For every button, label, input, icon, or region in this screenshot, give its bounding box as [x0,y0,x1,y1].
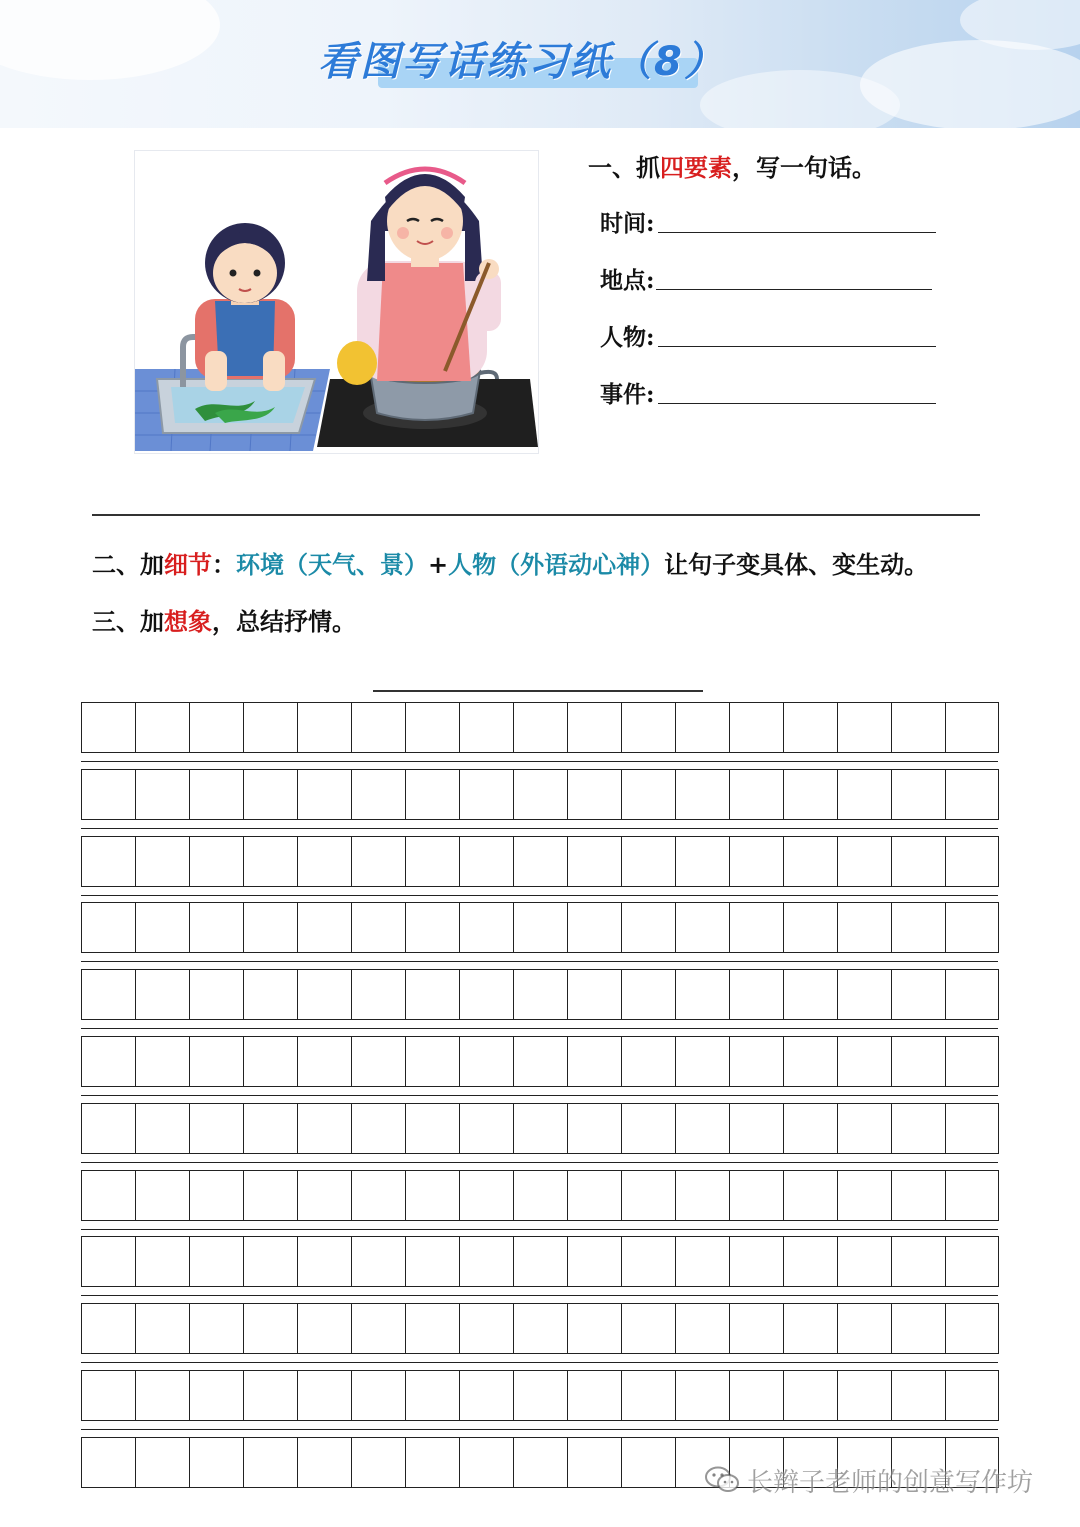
grid-cell[interactable] [945,769,999,820]
grid-cell[interactable] [621,1170,675,1221]
grid-cell[interactable] [567,1236,621,1287]
grid-cell[interactable] [405,1170,459,1221]
grid-cell[interactable] [729,836,783,887]
grid-cell[interactable] [621,1103,675,1154]
grid-cell[interactable] [567,836,621,887]
grid-cell[interactable] [675,1170,729,1221]
grid-cell[interactable] [405,1103,459,1154]
q2-env: 环境（天气、景） [236,550,428,579]
grid-cell[interactable] [459,1437,513,1488]
grid-cell[interactable] [783,836,837,887]
grid-cell[interactable] [729,1303,783,1354]
grid-cell[interactable] [513,1103,567,1154]
title-block [318,30,758,90]
grid-cell[interactable] [783,969,837,1020]
grid-cell[interactable] [81,1036,135,1087]
grid-row [81,769,999,820]
grid-cell[interactable] [891,702,945,753]
grid-cell[interactable] [243,969,297,1020]
grid-cell[interactable] [837,836,891,887]
field-event-label: 事件: [600,381,655,408]
q1-prefix: 一、抓 [588,153,660,182]
grid-cell[interactable] [135,1370,189,1421]
grid-cell[interactable] [621,1437,675,1488]
grid-cell[interactable] [405,1036,459,1087]
illustration-mother-daughter-cooking [134,150,539,454]
question-3 [92,602,356,637]
grid-separator [81,1295,998,1296]
grid-separator [81,828,998,829]
grid-cell[interactable] [405,702,459,753]
grid-cell[interactable] [567,769,621,820]
grid-cell[interactable] [567,1437,621,1488]
grid-separator [81,895,998,896]
cloud [0,0,220,80]
grid-cell[interactable] [405,902,459,953]
grid-cell[interactable] [729,1236,783,1287]
grid-cell[interactable] [513,1303,567,1354]
grid-cell[interactable] [567,1103,621,1154]
grid-separator [81,1362,998,1363]
grid-cell[interactable] [783,1170,837,1221]
grid-separator [81,1429,998,1430]
essay-title-line[interactable] [373,690,703,692]
answer-line[interactable] [92,514,980,516]
grid-cell[interactable] [135,1236,189,1287]
q2-suffix: 让句子变具体、变生动。 [664,550,929,579]
grid-cell[interactable] [459,1103,513,1154]
grid-cell[interactable] [459,1236,513,1287]
grid-cell[interactable] [81,1170,135,1221]
grid-cell[interactable] [189,1303,243,1354]
grid-cell[interactable] [81,1370,135,1421]
grid-cell[interactable] [621,1036,675,1087]
grid-cell[interactable] [945,702,999,753]
grid-cell[interactable] [351,969,405,1020]
grid-cell[interactable] [729,1103,783,1154]
grid-cell[interactable] [297,1437,351,1488]
grid-cell[interactable] [405,769,459,820]
grid-cell[interactable] [81,1303,135,1354]
grid-cell[interactable] [81,702,135,753]
grid-cell[interactable] [891,1103,945,1154]
grid-cell[interactable] [891,969,945,1020]
grid-cell[interactable] [891,769,945,820]
grid-cell[interactable] [459,902,513,953]
grid-cell[interactable] [729,1170,783,1221]
grid-cell[interactable] [945,1236,999,1287]
grid-cell[interactable] [837,1303,891,1354]
grid-cell[interactable] [135,702,189,753]
grid-cell[interactable] [135,1437,189,1488]
grid-cell[interactable] [405,1303,459,1354]
grid-cell[interactable] [675,836,729,887]
grid-cell[interactable] [891,1303,945,1354]
grid-cell[interactable] [783,1236,837,1287]
grid-cell[interactable] [135,1036,189,1087]
grid-separator [81,1095,998,1096]
watermark-text: 长辫子老师的创意写作坊 [747,1468,1034,1498]
grid-cell[interactable] [81,1437,135,1488]
grid-cell[interactable] [513,969,567,1020]
grid-cell[interactable] [81,836,135,887]
grid-cell[interactable] [945,1036,999,1087]
grid-row [81,1303,999,1354]
grid-cell[interactable] [297,902,351,953]
grid-cell[interactable] [189,1103,243,1154]
wechat-icon [705,1466,739,1501]
grid-cell[interactable] [135,1103,189,1154]
grid-cell[interactable] [945,1103,999,1154]
grid-cell[interactable] [567,1303,621,1354]
grid-cell[interactable] [675,1236,729,1287]
grid-cell[interactable] [81,902,135,953]
field-time-line[interactable] [658,232,936,233]
grid-cell[interactable] [297,1036,351,1087]
grid-cell[interactable] [351,1437,405,1488]
grid-cell[interactable] [297,969,351,1020]
grid-cell[interactable] [621,902,675,953]
grid-row [81,702,999,753]
grid-separator [81,1229,998,1230]
grid-cell[interactable] [459,1303,513,1354]
grid-cell[interactable] [351,702,405,753]
q2-prefix: 二、加 [92,550,164,579]
grid-cell[interactable] [567,702,621,753]
grid-cell[interactable] [189,1437,243,1488]
grid-cell[interactable] [945,1170,999,1221]
grid-cell[interactable] [135,902,189,953]
grid-cell[interactable] [189,969,243,1020]
grid-cell[interactable] [729,1370,783,1421]
grid-cell[interactable] [945,1370,999,1421]
grid-cell[interactable] [891,1370,945,1421]
grid-cell[interactable] [243,902,297,953]
grid-row [81,1236,999,1287]
grid-cell[interactable] [837,1103,891,1154]
grid-cell[interactable] [675,1103,729,1154]
grid-cell[interactable] [243,836,297,887]
grid-cell[interactable] [189,1036,243,1087]
grid-cell[interactable] [621,1236,675,1287]
grid-cell[interactable] [783,1303,837,1354]
grid-cell[interactable] [891,902,945,953]
grid-cell[interactable] [783,702,837,753]
grid-cell[interactable] [891,1236,945,1287]
grid-cell[interactable] [351,902,405,953]
q2-person: 人物（外语动心神） [448,550,665,579]
grid-cell[interactable] [513,902,567,953]
grid-cell[interactable] [837,969,891,1020]
q3-suffix: ，总结抒情。 [212,607,356,636]
grid-cell[interactable] [405,1236,459,1287]
field-people-label: 人物: [600,324,655,351]
grid-cell[interactable] [351,1103,405,1154]
grid-row [81,969,999,1020]
grid-cell[interactable] [567,1036,621,1087]
grid-cell[interactable] [243,1170,297,1221]
grid-cell[interactable] [513,1036,567,1087]
grid-cell[interactable] [81,769,135,820]
grid-cell[interactable] [567,902,621,953]
grid-cell[interactable] [675,902,729,953]
grid-cell[interactable] [459,1170,513,1221]
grid-cell[interactable] [243,1103,297,1154]
grid-cell[interactable] [621,702,675,753]
grid-cell[interactable] [891,1170,945,1221]
q2-plus: + [428,550,449,579]
grid-cell[interactable] [297,702,351,753]
grid-cell[interactable] [513,836,567,887]
grid-cell[interactable] [729,1036,783,1087]
grid-cell[interactable] [675,1370,729,1421]
grid-cell[interactable] [135,769,189,820]
grid-cell[interactable] [297,769,351,820]
grid-cell[interactable] [513,1170,567,1221]
grid-cell[interactable] [243,702,297,753]
q3-prefix: 三、加 [92,607,164,636]
grid-cell[interactable] [945,836,999,887]
grid-cell[interactable] [729,769,783,820]
grid-cell[interactable] [513,702,567,753]
grid-cell[interactable] [351,836,405,887]
q1-suffix: ，写一句话。 [732,153,876,182]
grid-cell[interactable] [891,836,945,887]
watermark [705,1462,1033,1501]
grid-cell[interactable] [189,1236,243,1287]
grid-cell[interactable] [459,702,513,753]
grid-cell[interactable] [459,1370,513,1421]
grid-cell[interactable] [837,702,891,753]
grid-cell[interactable] [783,1036,837,1087]
field-event-line[interactable] [658,403,936,404]
grid-row [81,1370,999,1421]
grid-cell[interactable] [783,1370,837,1421]
grid-cell[interactable] [189,836,243,887]
field-place-line[interactable] [656,289,932,290]
q2-colon: ： [212,550,236,579]
grid-row [81,836,999,887]
grid-cell[interactable] [513,1437,567,1488]
grid-cell[interactable] [243,1236,297,1287]
grid-cell[interactable] [189,902,243,953]
grid-cell[interactable] [297,1370,351,1421]
grid-cell[interactable] [189,702,243,753]
grid-cell[interactable] [189,769,243,820]
grid-row [81,1170,999,1221]
grid-cell[interactable] [405,969,459,1020]
grid-cell[interactable] [513,1236,567,1287]
grid-cell[interactable] [351,1303,405,1354]
field-time-label: 时间: [600,210,655,237]
grid-cell[interactable] [81,1103,135,1154]
grid-cell[interactable] [675,969,729,1020]
grid-cell[interactable] [675,769,729,820]
grid-cell[interactable] [351,769,405,820]
header-banner [0,0,1080,128]
grid-cell[interactable] [297,1303,351,1354]
grid-cell[interactable] [135,1170,189,1221]
grid-cell[interactable] [837,1036,891,1087]
grid-cell[interactable] [675,702,729,753]
q1-highlight: 四要素 [660,153,732,182]
grid-cell[interactable] [621,1370,675,1421]
grid-cell[interactable] [621,1303,675,1354]
grid-cell[interactable] [675,1036,729,1087]
field-place-label: 地点: [600,267,655,294]
grid-row [81,1036,999,1087]
grid-cell[interactable] [675,1303,729,1354]
grid-cell[interactable] [513,769,567,820]
grid-cell[interactable] [459,836,513,887]
grid-cell[interactable] [351,1036,405,1087]
page-title: 看图写话练习纸（8） [318,39,726,85]
grid-cell[interactable] [405,836,459,887]
question-2 [92,545,928,580]
grid-cell[interactable] [945,902,999,953]
grid-cell[interactable] [243,1370,297,1421]
grid-row [81,1103,999,1154]
grid-cell[interactable] [135,1303,189,1354]
grid-cell[interactable] [243,1303,297,1354]
grid-cell[interactable] [567,969,621,1020]
grid-cell[interactable] [837,1170,891,1221]
grid-separator [81,1162,998,1163]
grid-cell[interactable] [837,769,891,820]
grid-separator [81,761,998,762]
grid-cell[interactable] [135,969,189,1020]
grid-cell[interactable] [783,902,837,953]
grid-cell[interactable] [837,1236,891,1287]
grid-cell[interactable] [405,1437,459,1488]
grid-cell[interactable] [783,769,837,820]
grid-cell[interactable] [135,836,189,887]
grid-cell[interactable] [567,1170,621,1221]
grid-cell[interactable] [891,1036,945,1087]
question-1 [588,148,876,183]
grid-cell[interactable] [351,1236,405,1287]
grid-cell[interactable] [243,1437,297,1488]
grid-cell[interactable] [243,1036,297,1087]
grid-cell[interactable] [729,969,783,1020]
q3-highlight: 想象 [164,607,212,636]
grid-separator [81,961,998,962]
grid-cell[interactable] [81,1236,135,1287]
grid-cell[interactable] [351,1170,405,1221]
grid-cell[interactable] [459,969,513,1020]
grid-cell[interactable] [783,1103,837,1154]
grid-cell[interactable] [567,1370,621,1421]
grid-separator [81,1028,998,1029]
grid-cell[interactable] [459,1036,513,1087]
grid-cell[interactable] [297,1170,351,1221]
grid-cell[interactable] [837,1370,891,1421]
q2-highlight: 细节 [164,550,212,579]
grid-cell[interactable] [729,702,783,753]
grid-cell[interactable] [621,836,675,887]
grid-cell[interactable] [513,1370,567,1421]
grid-cell[interactable] [297,836,351,887]
grid-cell[interactable] [621,769,675,820]
grid-cell[interactable] [243,769,297,820]
field-people-line[interactable] [658,346,936,347]
grid-cell[interactable] [81,969,135,1020]
grid-cell[interactable] [621,969,675,1020]
grid-cell[interactable] [729,902,783,953]
grid-cell[interactable] [297,1236,351,1287]
grid-cell[interactable] [351,1370,405,1421]
grid-cell[interactable] [189,1170,243,1221]
grid-cell[interactable] [297,1103,351,1154]
grid-cell[interactable] [837,902,891,953]
grid-cell[interactable] [189,1370,243,1421]
grid-cell[interactable] [945,1303,999,1354]
grid-cell[interactable] [405,1370,459,1421]
grid-row [81,902,999,953]
grid-cell[interactable] [945,969,999,1020]
grid-cell[interactable] [459,769,513,820]
